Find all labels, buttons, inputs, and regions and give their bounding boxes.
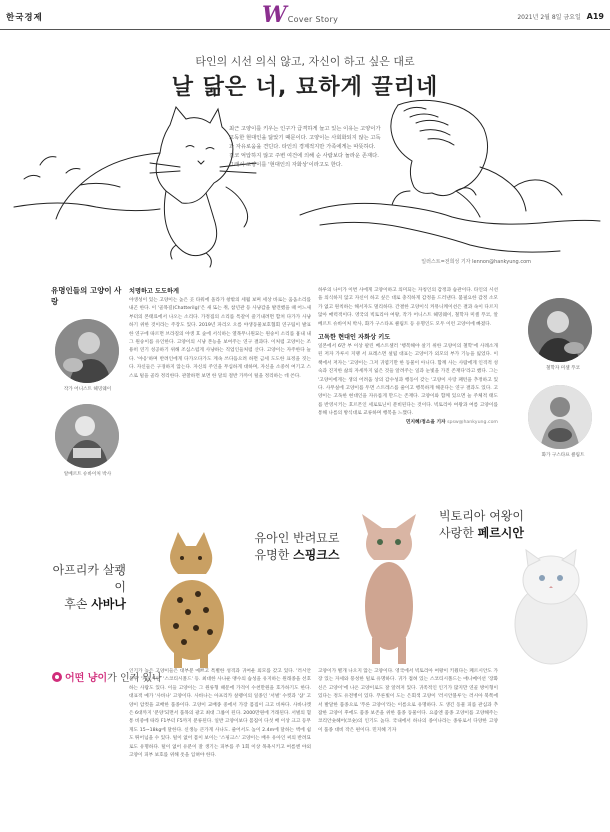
article2-column-1 [129,668,311,832]
issue-date-line [517,12,604,21]
cover-story-logo-mark: W [262,2,287,28]
page-number: A19 [586,12,604,21]
klimt-caption: 화가 구스타프 클림트 [541,453,585,458]
persian-breed-name: 페르시안 [477,526,524,540]
headline-title: 날 닮은 너, 묘하게 끌리네 [171,75,439,100]
klimt-photo [528,385,592,449]
schweitzer-caption: 알베르트 슈바이처 박사 [63,472,112,477]
cover-story-logo [262,4,338,26]
article2-column-2 [318,668,498,832]
article-paragraph-3: 일본에서 6만 부 이상 팔린 베스트셀러 '행복해야 살기 위한 고양이의 철학'에 사례소개된 저자 가루시 지랭 서 프레스면 설립 대표는 고양이가 외모의 부가 기능을 잃었다. 이 책에서 저자는 '고양이는 그저 귀엽기만 한 동물이 아니다. 함께 사는 사람에게 인격적 성숙과 진지한 삶의 자세까지 잃은 것들 알려주는 일과 눈빛을 가진 존재다'라고 했다. 그는 '고양이에게는 생의 어려움 상의 감수성과 행동이 갖는 '고양이 사랑 패턴을 추정하고 있다. 사무실에 고양이를 두면 스트레스를 줄이고 행복하게 해준다는 연구 결과도 있다. 고양이는 고독한 현대인을 자유롭게 만드는 존재다. 고양이와 함께 있으면 늘 주체적 태도를 반영시키는 호르몬인 세로토닌이 분비된다는 것이다. 빅토리아 여왕과 여름 고양이를 통해 나름의 방식대로 교류하며 행복을 느꼈다. [318,344,498,417]
hemingway-photo [55,319,119,383]
cat-breeds-feature [0,508,610,668]
article-byline [318,419,498,427]
schweitzer-photo-image [55,404,119,468]
article-column-2 [318,287,498,505]
article-paragraph-1: 야생성이 있는 고양이는 높은 곳 타워에 올라가 창밖의 세월 보며 세상 바로는 움옵소리를 내곤 한다. 이 '골목길(Chatterilg)'은 새 또는 쥐, 참년관 등 사냥감을 발견했을 때 어느새부터의 본태료에서 나오는 소리다. 가정집의 소리를 특갈이 즐기내려면 합쳐 다가가 사냥하기 위한 것이라는 주장도 있다. 2019년 파리오 오름 야생동물보호협회 연구팀이 발표한 연구에 따르면 브라질의 야생 호 숲에 서식하는 열목무니원묘는 원숭이 소리를 흉내 내 그 원숭이를 유인한다. 고양이의 시냥 본능을 보여주는 연구 결과다. 이처럼 고양이는 조용히 연기 성공하기 위해 조심스럽게 사냥하는 직업인들처럼 산다. 고양이는 자주한다 늘다. '야옹'하며 반려인에게 다가오다가도 계속 쓰다듬으려 하면 금세 도도한 표정을 짓는다. 자신들은 구경하지 않는다. 자신의 주인을 무심하게 대하며, 자신을 소중히 여기고 스스로 털을 골라 정리한다. 관찰하면 보면 한 달의 절반 가까이 털을 정리하는 데 쓴다. [129,298,311,379]
savannah-label [52,562,126,613]
newspaper-name: 한국경제 [6,13,43,23]
sphynx-label-prefix: 유명한 [254,548,294,562]
persian-label [428,508,524,542]
klimt-photo-image [528,385,592,449]
persian-label-line1: 빅토리아 여왕이 [439,509,524,523]
byline-email: spsw@hankyung.com [447,419,498,425]
hemingway-caption: 작가 어니스트 헤밍웨이 [63,387,112,392]
sphynx-label-line2 [244,547,350,564]
cat-line-drawing [14,107,256,267]
article-paragraph-2: 하루의 나이가 이번 사에게 고양이하고 의미되는 자칭인의 감정과 습관이다. 타인의 시선을 의식하지 않고 자신이 하고 싶은 대로 충직하게 감정을 드러낸다. 불필요한 감정 소모가 없고 원칙하는 해서자도 멀리하다. 간결한 고양이식 커뮤니케이션은 결과 속이 다르지 않아 매력적이다. 영국의 빅토리아 여왕, 작가 어니스트 헤밍웨이, 철학자 미셸 푸코, 알베르트 슈바이처 박사, 화가 구스타프 클림트 등 유명인도 모두 이런 고양이에 빠졌다. [318,288,498,327]
page-header [0,0,610,30]
famous-cat-lovers-right [528,298,598,458]
sphynx-cat-photo [354,514,424,664]
article-column-1 [129,287,311,505]
sphynx-breed-name: 스핑크스 [293,548,340,562]
schweitzer-photo [55,404,119,468]
hemingway-photo-image [55,319,119,383]
illustration-credit-email: lennon@hankyung.com [472,259,531,265]
section2-title-bold: 어떤 냥이 [65,673,108,684]
savannah-cat-photo [140,528,240,668]
savannah-label-prefix: 후손 [64,597,92,611]
section-bullet-icon [52,672,62,682]
savannah-label-line2 [52,596,126,613]
hero-illustration [0,95,610,270]
sidebar-title: 유명인들의 고양이 사랑 [51,286,122,306]
savannah-breed-name: 사바나 [91,597,126,611]
section-name: Cover Story [287,14,339,24]
savannah-label-line1: 아프리카 살쾡이 [52,563,126,594]
article2-paragraph-2: 고양이가 별개 나오지 않는 고양이다. 영국에서 빅토리아 여왕이 키웠다는 페르시안도 가장 있는 자세와 풍성한 털로 유명하다. 귀가 접혀 있는 스코티시폴드는 애니메이션 '장화 신은 고양이'에 나온 고양이로도 잘 알려져 있다. 귀족적인 인기가 많지만 연골 방이형이 있다는 정도 유전병이 있다. 푸른빛이 도는 은회색 고양이 '러시안블루'는 러시아 북쪽에서 발달한 품종으로 '푸른 고양이'라는 이름으로 유명하다. 도 생긴 동물 피를 관심과 추잡한 고양이 후에도 품종 보존을 위한 품종 동물이다. 요즘엔 품종 고양이를 고양해주는 코리안숏헤어(코숏)의 인기도 높다. 국내에서 하나의 종이나라는 종류로서 다양한 고양이 품종 대비 작은 편이다. 민지혜 기자 [318,669,498,733]
woman-line-drawing [300,100,600,252]
sphynx-label-line1: 유아인 반려묘로 [254,531,340,545]
foucault-caption: 철학자 미셸 푸코 [546,366,580,371]
article-subhead-1: 치명하고 도도하게 [129,288,179,295]
issue-date: 2021년 2월 8일 금요일 [517,14,581,21]
persian-cat-photo [506,540,596,670]
foucault-photo-image [528,298,592,362]
sphynx-label [244,530,350,564]
illustration-credit [421,258,531,265]
headline-subtitle: 타인의 시선 의식 않고, 자신이 하고 싶은 대로 [195,55,415,68]
persian-label-prefix: 사랑한 [439,526,478,540]
article-subhead-2: 고독한 현대인 자화상 키도 [318,334,391,342]
intro-paragraph: 최근 고양이를 키우는 인구가 급격하게 늘고 있는 이유는 고양이가 고독한 현대인을 닮았기 때문이다. 고양이는 사회화되지 않는 고독과 자유로움을 견딘다. 타인의 경제적지만 가족에게는 따뜻하다. 결코 억압하지 않고 주변 여건에 의해 순 사람보다 놀라운 존재다. 그래서 고양이를 '현대인의 자화상'이라고도 한다. [229,126,381,168]
foucault-photo [528,298,592,362]
article2-paragraph-1: 인기가 높은 고양이들은 대부분 예쁘고 특별한 성격과 귀여운 외모를 갖고 있다. '러시안블루' '페르시안' '스코티시폴드' 등. 최대한 사나운 맹수의 습성을 유지하는 원래종을 선호하는 사람도 있다. 이들 고양이는 그 원류형 때문에 가격이 수천만원을 호가하기도 한다. 대표적 예가 '사바나' 고양이다. 사바나는 아프리카 살쾡이의 일종인 '서벌' 수컷과 '샴' 고양이 암컷을 교배한 품종이다. 고양이 교배종 중에서 가장 몸집이 크고 비싸다. 사바나캣은 6대까지 '분양'되면서 품목의 광고 최대 그룹이 된다. 2000만원에 거래된다. 서벌의 혈통 비중에 따라 F1부터 F5까지 분류된다. 일반 고양이보다 몸집이 다섯 배 이상 크고 등무게도 15~18kg에 달한다. 신생능 큰가게 사나도. 줄어서도 높이 2.4m에 달하는 벽에 쉽도 뛰어넘을 수 있다. 털이 없어 몸이 보이는 '스핑크스' 고양이는 배우 유아인 씨의 반려묘로도 유명하다. 털이 없어 유분이 잘 생기는 피부를 주 1회 이상 목욕시키고 여름엔 야외 고양이 피부 보호를 위해 옷을 입혀야 한다. [129,669,311,759]
famous-cat-lovers-sidebar [51,285,124,477]
section2-title-rest: 가 인기 있나 [107,673,162,684]
illustration-credit-name: 일러스트=전희성 기자 [421,259,471,265]
byline-names: 민지혜/정소을 기자 [405,419,446,425]
